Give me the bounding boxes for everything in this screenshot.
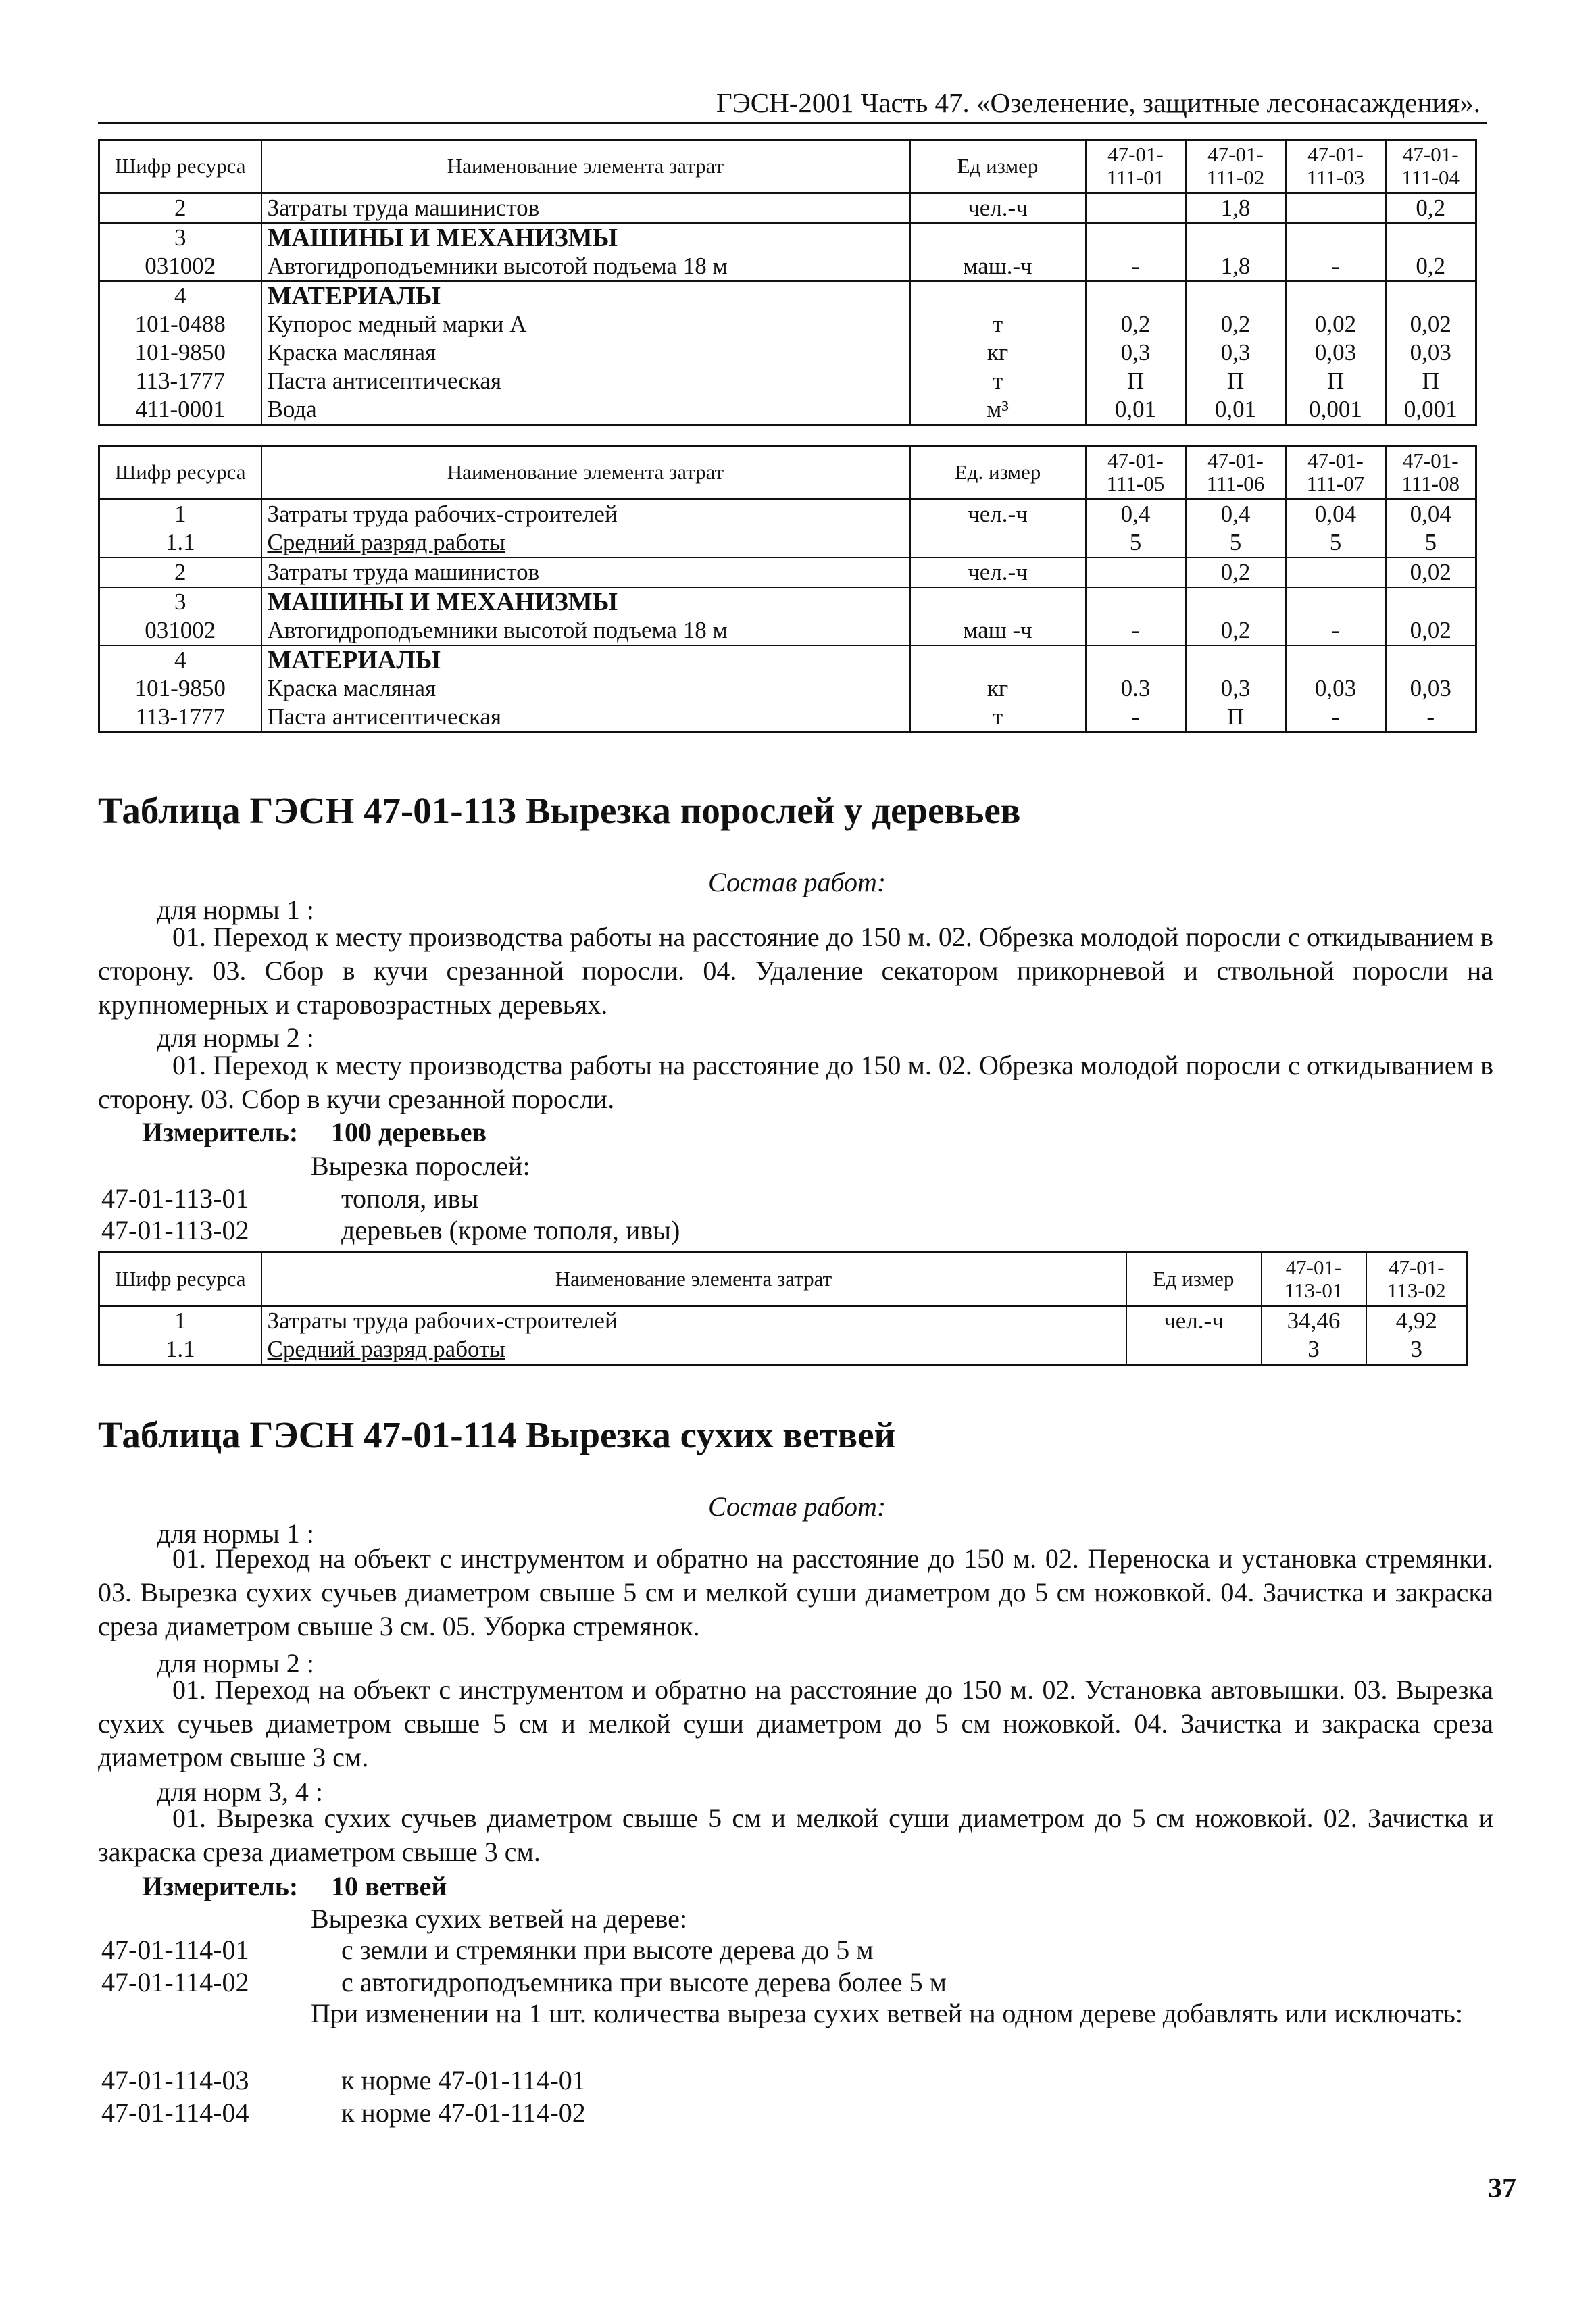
page-number: 37 (1488, 2173, 1516, 2204)
resource-code-cell: 1.1 (99, 528, 261, 557)
table-row (99, 223, 1476, 252)
change-note: При изменении на 1 шт. количества выреза сухих ветвей на одном дереве добавлять или исключать: (311, 1998, 1463, 2028)
unit-cell (1126, 1335, 1262, 1365)
value-cell: 5 (1386, 528, 1476, 557)
meter-label: Измеритель: (142, 1871, 299, 1901)
value-cell (1286, 557, 1386, 587)
table-header-row (99, 1253, 1468, 1306)
unit-cell (910, 587, 1086, 616)
unit-cell (910, 223, 1086, 252)
cost-element-cell: Средний разряд работы (261, 528, 910, 557)
value-cell: 3 (1262, 1335, 1366, 1365)
table-row (99, 499, 1476, 529)
value-cell: 0,02 (1386, 557, 1476, 587)
cost-element-cell: МАТЕРИАЛЫ (261, 645, 910, 674)
value-cell (1086, 557, 1186, 587)
value-cell: 0,4 (1086, 499, 1186, 529)
value-cell: - (1086, 703, 1186, 732)
value-cell: 0,3 (1186, 674, 1286, 703)
resource-table-111-05-08 (98, 445, 1477, 733)
item-code: 47-01-114-04 (101, 2097, 249, 2128)
value-cell (1086, 281, 1186, 310)
column-header: 47-01- 113-01 (1262, 1253, 1366, 1306)
value-cell (1086, 193, 1186, 224)
table-row (99, 193, 1476, 224)
value-cell: 0,03 (1286, 339, 1386, 367)
item-text: с автогидроподъемника при высоте дерева более 5 м (341, 1967, 947, 1997)
value-cell: 0,03 (1286, 674, 1386, 703)
cost-element-cell: Автогидроподъемники высотой подъема 18 м (261, 616, 910, 645)
norm1-label: для нормы 1 : (157, 895, 314, 925)
column-header: Наименование элемента затрат (261, 140, 910, 193)
unit-cell (910, 281, 1086, 310)
column-header: 47-01- 111-02 (1186, 140, 1286, 193)
table-row (99, 528, 1476, 557)
value-cell (1286, 587, 1386, 616)
table-row (99, 310, 1476, 339)
value-cell: П (1186, 703, 1286, 732)
unit-cell: маш.-ч (910, 252, 1086, 281)
cost-element-cell: Затраты труда рабочих-строителей (261, 499, 910, 529)
value-cell (1386, 281, 1476, 310)
value-cell: 3 (1366, 1335, 1468, 1365)
value-cell: П (1386, 367, 1476, 395)
norm1-text: 01. Переход к месту производства работы на расстояние до 150 м. 02. Обрезка молодой поросли с откидыванием в сторону. 03. Сбор в кучи срезанной поросли. 04. Удаление секатором прикорневой и ствольной поросли на крупномерных и старовозрастных деревьях. (98, 922, 1493, 1020)
value-cell: 1,8 (1186, 252, 1286, 281)
value-cell (1186, 645, 1286, 674)
value-cell: 0,02 (1386, 616, 1476, 645)
value-cell: - (1286, 703, 1386, 732)
cost-element-cell: Затраты труда рабочих-строителей (261, 1306, 1126, 1336)
value-cell (1286, 193, 1386, 224)
column-header: Ед измер (910, 140, 1086, 193)
meter-value: 100 деревьев (331, 1117, 487, 1147)
column-header: 47-01- 111-06 (1186, 446, 1286, 499)
value-cell: - (1286, 616, 1386, 645)
column-header: 47-01- 113-02 (1366, 1253, 1468, 1306)
table-row (99, 616, 1476, 645)
column-header: 47-01- 111-04 (1386, 140, 1476, 193)
table-row (99, 645, 1476, 674)
unit-cell (910, 528, 1086, 557)
resource-code-cell: 2 (99, 557, 261, 587)
cost-element-cell: Краска масляная (261, 674, 910, 703)
unit-cell: т (910, 367, 1086, 395)
value-cell: 0,2 (1386, 193, 1476, 224)
value-cell: 0,01 (1086, 395, 1186, 425)
value-cell: 5 (1286, 528, 1386, 557)
item-code: 47-01-114-02 (101, 1967, 249, 1997)
unit-cell: т (910, 703, 1086, 732)
composition-label: Состав работ: (708, 867, 887, 897)
meter-label: Измеритель: (142, 1117, 299, 1147)
value-cell (1386, 587, 1476, 616)
value-cell: П (1286, 367, 1386, 395)
resource-code-cell: 2 (99, 193, 261, 224)
group-title: Вырезка сухих ветвей на дереве: (311, 1903, 688, 1934)
section-title-114: Таблица ГЭСН 47-01-114 Вырезка сухих ветвей (98, 1414, 896, 1455)
group-title: Вырезка порослей: (311, 1151, 530, 1181)
resource-code-cell: 101-9850 (99, 674, 261, 703)
resource-code-cell: 1.1 (99, 1335, 261, 1365)
column-header: Наименование элемента затрат (261, 446, 910, 499)
resource-code-cell: 113-1777 (99, 703, 261, 732)
value-cell: 4,92 (1366, 1306, 1468, 1336)
resource-code-cell: 101-9850 (99, 339, 261, 367)
value-cell: - (1086, 252, 1186, 281)
cost-element-cell: МАШИНЫ И МЕХАНИЗМЫ (261, 223, 910, 252)
column-header: 47-01- 111-03 (1286, 140, 1386, 193)
cost-element-cell: МАТЕРИАЛЫ (261, 281, 910, 310)
resource-code-cell: 3 (99, 587, 261, 616)
norm2-label: для нормы 2 : (157, 1648, 314, 1678)
section-title-113: Таблица ГЭСН 47-01-113 Вырезка порослей у деревьев (98, 790, 1021, 831)
table-row (99, 252, 1476, 281)
value-cell (1386, 645, 1476, 674)
meter-value: 10 ветвей (331, 1871, 447, 1901)
value-cell: 1,8 (1186, 193, 1286, 224)
cost-element-cell: Автогидроподъемники высотой подъема 18 м (261, 252, 910, 281)
item-text: тополя, ивы (341, 1183, 479, 1214)
table-row (99, 395, 1476, 425)
value-cell (1186, 281, 1286, 310)
header-rule (98, 122, 1487, 124)
value-cell: П (1186, 367, 1286, 395)
value-cell: 0,04 (1286, 499, 1386, 529)
item-text: с земли и стремянки при высоте дерева до 5 м (341, 1935, 874, 1965)
table-row (99, 703, 1476, 732)
resource-code-cell: 3 (99, 223, 261, 252)
resource-code-cell: 4 (99, 645, 261, 674)
value-cell: 0,02 (1386, 310, 1476, 339)
value-cell (1186, 223, 1286, 252)
unit-cell: кг (910, 339, 1086, 367)
column-header: Шифр ресурса (99, 446, 261, 499)
value-cell: 0,001 (1386, 395, 1476, 425)
item-code: 47-01-114-01 (101, 1935, 249, 1965)
table-row (99, 1306, 1468, 1336)
value-cell: 0,01 (1186, 395, 1286, 425)
column-header: 47-01- 111-05 (1086, 446, 1186, 499)
norm2-label: для нормы 2 : (157, 1022, 314, 1053)
value-cell (1286, 645, 1386, 674)
column-header: 47-01- 111-08 (1386, 446, 1476, 499)
value-cell (1386, 223, 1476, 252)
value-cell: 0,2 (1186, 557, 1286, 587)
value-cell: - (1386, 703, 1476, 732)
item-text: к норме 47-01-114-01 (341, 2065, 586, 2095)
column-header: Ед измер (1126, 1253, 1262, 1306)
value-cell: 0.3 (1086, 674, 1186, 703)
table-row (99, 587, 1476, 616)
item-code: 47-01-113-01 (101, 1183, 249, 1214)
cost-element-cell: Краска масляная (261, 339, 910, 367)
resource-code-cell: 411-0001 (99, 395, 261, 425)
value-cell: 5 (1086, 528, 1186, 557)
cost-element-cell: Затраты труда машинистов (261, 193, 910, 224)
value-cell: - (1286, 252, 1386, 281)
column-header: Шифр ресурса (99, 140, 261, 193)
cost-element-cell: Средний разряд работы (261, 1335, 1126, 1365)
resource-code-cell: 1 (99, 1306, 261, 1336)
composition-label: Состав работ: (708, 1491, 887, 1522)
page-header: ГЭСН-2001 Часть 47. «Озеленение, защитные лесонасаждения». (716, 87, 1480, 118)
value-cell (1286, 281, 1386, 310)
norm2-text: 01. Переход к месту производства работы на расстояние до 150 м. 02. Обрезка молодой поросли с откидыванием в сторону. 03. Сбор в кучи срезанной поросли. (98, 1050, 1493, 1114)
value-cell: П (1086, 367, 1186, 395)
norm2-text: 01. Переход на объект с инструментом и обратно на расстояние до 150 м. 02. Установка автовышки. 03. Вырезка сухих сучьев диаметром свыше 5 см и мелкой суши диаметром до 5 см ножовкой. 04. Зачистка и закраска среза диаметром свыше 3 см. (98, 1674, 1493, 1772)
value-cell: 0,3 (1186, 339, 1286, 367)
resource-code-cell: 031002 (99, 252, 261, 281)
item-code: 47-01-113-02 (101, 1215, 249, 1245)
value-cell: 0,03 (1386, 674, 1476, 703)
value-cell: 0,2 (1186, 310, 1286, 339)
resource-code-cell: 101-0488 (99, 310, 261, 339)
resource-code-cell: 113-1777 (99, 367, 261, 395)
value-cell: 0,2 (1086, 310, 1186, 339)
column-header: Наименование элемента затрат (261, 1253, 1126, 1306)
table-row (99, 367, 1476, 395)
value-cell: 5 (1186, 528, 1286, 557)
resource-table-113 (98, 1251, 1468, 1366)
value-cell: - (1086, 616, 1186, 645)
column-header: 47-01- 111-01 (1086, 140, 1186, 193)
resource-code-cell: 031002 (99, 616, 261, 645)
unit-cell: чел.-ч (910, 557, 1086, 587)
value-cell: 0,001 (1286, 395, 1386, 425)
norm1-text: 01. Переход на объект с инструментом и обратно на расстояние до 150 м. 02. Переноска и установка стремянки. 03. Вырезка сухих сучьев диаметром свыше 5 см и мелкой суши диаметром до 5 см ножовкой. 04. Зачистка и закраска среза диаметром свыше 3 см. 05. Уборка стремянок. (98, 1543, 1493, 1641)
value-cell: 0,02 (1286, 310, 1386, 339)
item-text: деревьев (кроме тополя, ивы) (341, 1215, 680, 1245)
cost-element-cell: Паста антисептическая (261, 367, 910, 395)
item-text: к норме 47-01-114-02 (341, 2097, 586, 2128)
table-row (99, 557, 1476, 587)
cost-element-cell: Вода (261, 395, 910, 425)
table-row (99, 674, 1476, 703)
cost-element-cell: Затраты труда машинистов (261, 557, 910, 587)
column-header: 47-01- 111-07 (1286, 446, 1386, 499)
cost-element-cell: МАШИНЫ И МЕХАНИЗМЫ (261, 587, 910, 616)
table-row (99, 281, 1476, 310)
norm34-label: для норм 3, 4 : (157, 1776, 323, 1807)
value-cell: 0,03 (1386, 339, 1476, 367)
unit-cell: м³ (910, 395, 1086, 425)
value-cell (1086, 645, 1186, 674)
value-cell (1186, 587, 1286, 616)
unit-cell: маш -ч (910, 616, 1086, 645)
unit-cell: чел.-ч (910, 499, 1086, 529)
value-cell: 0,2 (1386, 252, 1476, 281)
value-cell: 0,2 (1186, 616, 1286, 645)
norm1-label: для нормы 1 : (157, 1518, 314, 1549)
resource-code-cell: 1 (99, 499, 261, 529)
resource-code-cell: 4 (99, 281, 261, 310)
table-row (99, 1335, 1468, 1365)
unit-cell (910, 645, 1086, 674)
resource-table-111-01-04 (98, 139, 1477, 426)
unit-cell: чел.-ч (1126, 1306, 1262, 1336)
table-header-row (99, 446, 1476, 499)
value-cell (1086, 223, 1186, 252)
item-code: 47-01-114-03 (101, 2065, 249, 2095)
value-cell: 0,4 (1186, 499, 1286, 529)
unit-cell: чел.-ч (910, 193, 1086, 224)
column-header: Ед. измер (910, 446, 1086, 499)
cost-element-cell: Купорос медный марки А (261, 310, 910, 339)
norm34-text: 01. Вырезка сухих сучьев диаметром свыше 5 см и мелкой суши диаметром до 5 см ножовкой. 02. Зачистка и закраска среза диаметром свыше 3 см. (98, 1803, 1493, 1867)
unit-cell: кг (910, 674, 1086, 703)
column-header: Шифр ресурса (99, 1253, 261, 1306)
value-cell (1286, 223, 1386, 252)
value-cell: 34,46 (1262, 1306, 1366, 1336)
cost-element-cell: Паста антисептическая (261, 703, 910, 732)
table-header-row (99, 140, 1476, 193)
unit-cell: т (910, 310, 1086, 339)
value-cell: 0,04 (1386, 499, 1476, 529)
value-cell: 0,3 (1086, 339, 1186, 367)
value-cell (1086, 587, 1186, 616)
table-row (99, 339, 1476, 367)
